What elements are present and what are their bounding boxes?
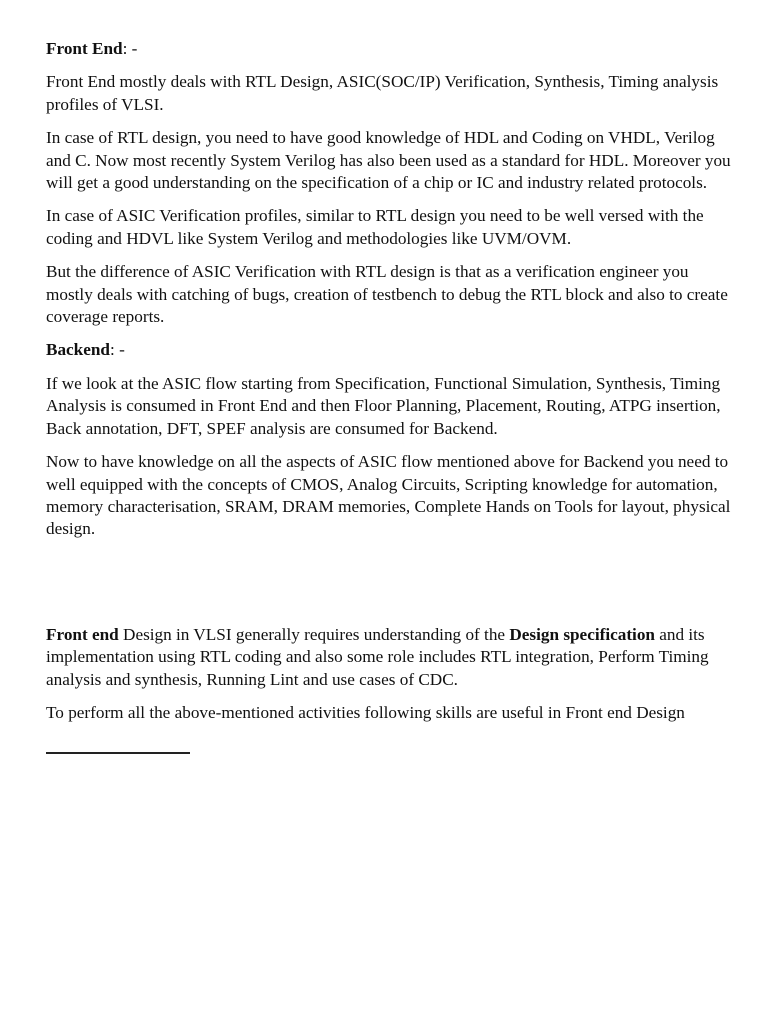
paragraph-asic-verification: In case of ASIC Verification profiles, similar to RTL design you need to be well versed with the coding and HDVL like System Verilog and methodologies like UVM/OVM. <box>46 206 704 248</box>
front-end-heading-label: Front End <box>46 39 123 58</box>
paragraph-rtl-design: In case of RTL design, you need to have good knowledge of HDL and Coding on VHDL, Verilog and C. Now most recently System Verilog has also been used as a standard for HDL. Moreover you will get a good understanding on the specification of a chip or IC and industry related protocols. <box>46 128 731 193</box>
backend-heading-label: Backend <box>46 340 110 360</box>
backend-heading-suffix: : - <box>110 340 125 360</box>
design-specification-bold-term: Design specification <box>509 624 655 644</box>
front-end-heading-suffix: : - <box>122 39 138 58</box>
spacer <box>46 552 736 624</box>
horizontal-rule <box>46 752 190 754</box>
front-end-bold-term: Front end <box>46 624 119 644</box>
paragraph-front-end-overview: Front End mostly deals with RTL Design, ASIC(SOC/IP) Verification, Synthesis, Timing analysis profiles of VLSI. <box>46 72 719 114</box>
paragraph-backend-knowledge: Now to have knowledge on all the aspects of ASIC flow mentioned above for Backend you need to well equipped with the concepts of CMOS, Analog Circuits, Scripting knowledge for automation, memory characterisation, SRAM, DRAM memories, Complete Hands on Tools for layout, physical design. <box>46 452 731 539</box>
front-end-design-text-1: Design in VLSI generally requires understanding of the <box>118 624 510 644</box>
paragraph-verification-difference: But the difference of ASIC Verification with RTL design is that as a verification engineer you mostly deals with catching of bugs, creation of testbench to debug the RTL block and also to create coverage reports. <box>46 262 728 327</box>
front-end-design-text-2: and its implementation using RTL coding and also some role includes RTL integration, Perform Timing analysis and synthesis, Running Lint and use cases of CDC. <box>46 624 709 689</box>
paragraph-skills-intro: To perform all the above-mentioned activities following skills are useful in Front end Design <box>46 702 685 722</box>
document-page <box>46 38 736 754</box>
paragraph-asic-flow: If we look at the ASIC flow starting from Specification, Functional Simulation, Synthesis, Timing Analysis is consumed in Front End and then Floor Planning, Placement, Routing, ATPG insertion, Back annotation, DFT, SPEF analysis are consumed for Backend. <box>46 373 721 438</box>
backend-heading <box>46 339 736 361</box>
paragraph-front-end-design <box>46 624 736 691</box>
front-end-heading <box>46 38 736 60</box>
